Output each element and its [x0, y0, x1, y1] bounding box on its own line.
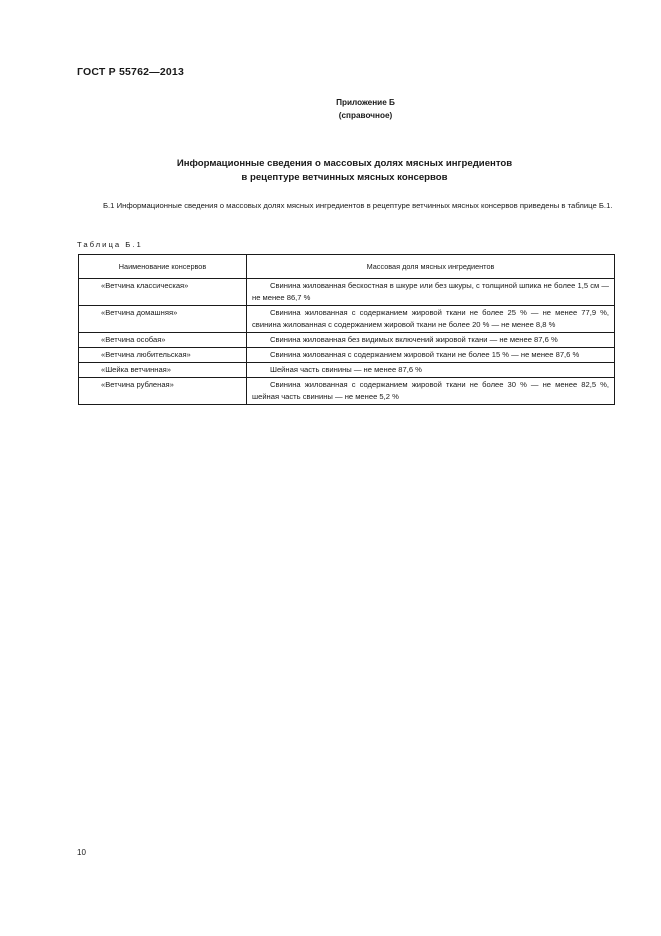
appendix-title-line-2: в рецептуре ветчинных мясных консервов — [241, 172, 448, 183]
table-row — [79, 363, 615, 378]
ingredient-share: Свинина жилованная с содержанием жировой ткани не более 25 % — не менее 77,9 %, свинина жилованная с содержанием жировой ткани не более 20 % — не менее 8,8 % — [247, 306, 615, 333]
appendix-heading — [0, 96, 661, 122]
column-header-share: Массовая доля мясных ингредиентов — [247, 255, 615, 279]
table-row — [79, 333, 615, 348]
ingredient-share: Шейная часть свинины — не менее 87,6 % — [247, 363, 615, 378]
ingredient-share: Свинина жилованная бескостная в шкуре или без шкуры, с толщиной шпика не более 1,5 см — не менее 86,7 % — [247, 279, 615, 306]
ingredients-table — [78, 254, 615, 405]
column-header-name: Наименование консервов — [79, 255, 247, 279]
table-row — [79, 279, 615, 306]
product-name: «Шейка ветчинная» — [79, 363, 247, 378]
appendix-title — [0, 157, 661, 185]
appendix-title-line-1: Информационные сведения о массовых долях мясных ингредиентов — [176, 158, 513, 169]
product-name: «Ветчина любительская» — [79, 348, 247, 363]
table-header-row — [79, 255, 615, 279]
intro-paragraph: Б.1 Информационные сведения о массовых долях мясных ингредиентов в рецептуре ветчинных мясных консервов приведены в таблице Б.1. — [103, 201, 613, 210]
table-row — [79, 348, 615, 363]
page-number: 10 — [77, 848, 86, 857]
appendix-type: (справочное) — [338, 111, 393, 120]
ingredient-share: Свинина жилованная без видимых включений жировой ткани — не менее 87,6 % — [247, 333, 615, 348]
appendix-label: Приложение Б — [336, 98, 395, 107]
ingredient-share: Свинина жилованная с содержанием жировой ткани не более 30 % — не менее 82,5 %, шейная часть свинины — не менее 5,2 % — [247, 378, 615, 405]
table-row — [79, 378, 615, 405]
product-name: «Ветчина домашняя» — [79, 306, 247, 333]
table-caption: Таблица Б.1 — [77, 240, 143, 249]
ingredient-share: Свинина жилованная с содержанием жировой ткани не более 15 % — не менее 87,6 % — [247, 348, 615, 363]
product-name: «Ветчина особая» — [79, 333, 247, 348]
document-header: ГОСТ Р 55762—2013 — [77, 66, 185, 78]
product-name: «Ветчина классическая» — [79, 279, 247, 306]
product-name: «Ветчина рубленая» — [79, 378, 247, 405]
table-row — [79, 306, 615, 333]
